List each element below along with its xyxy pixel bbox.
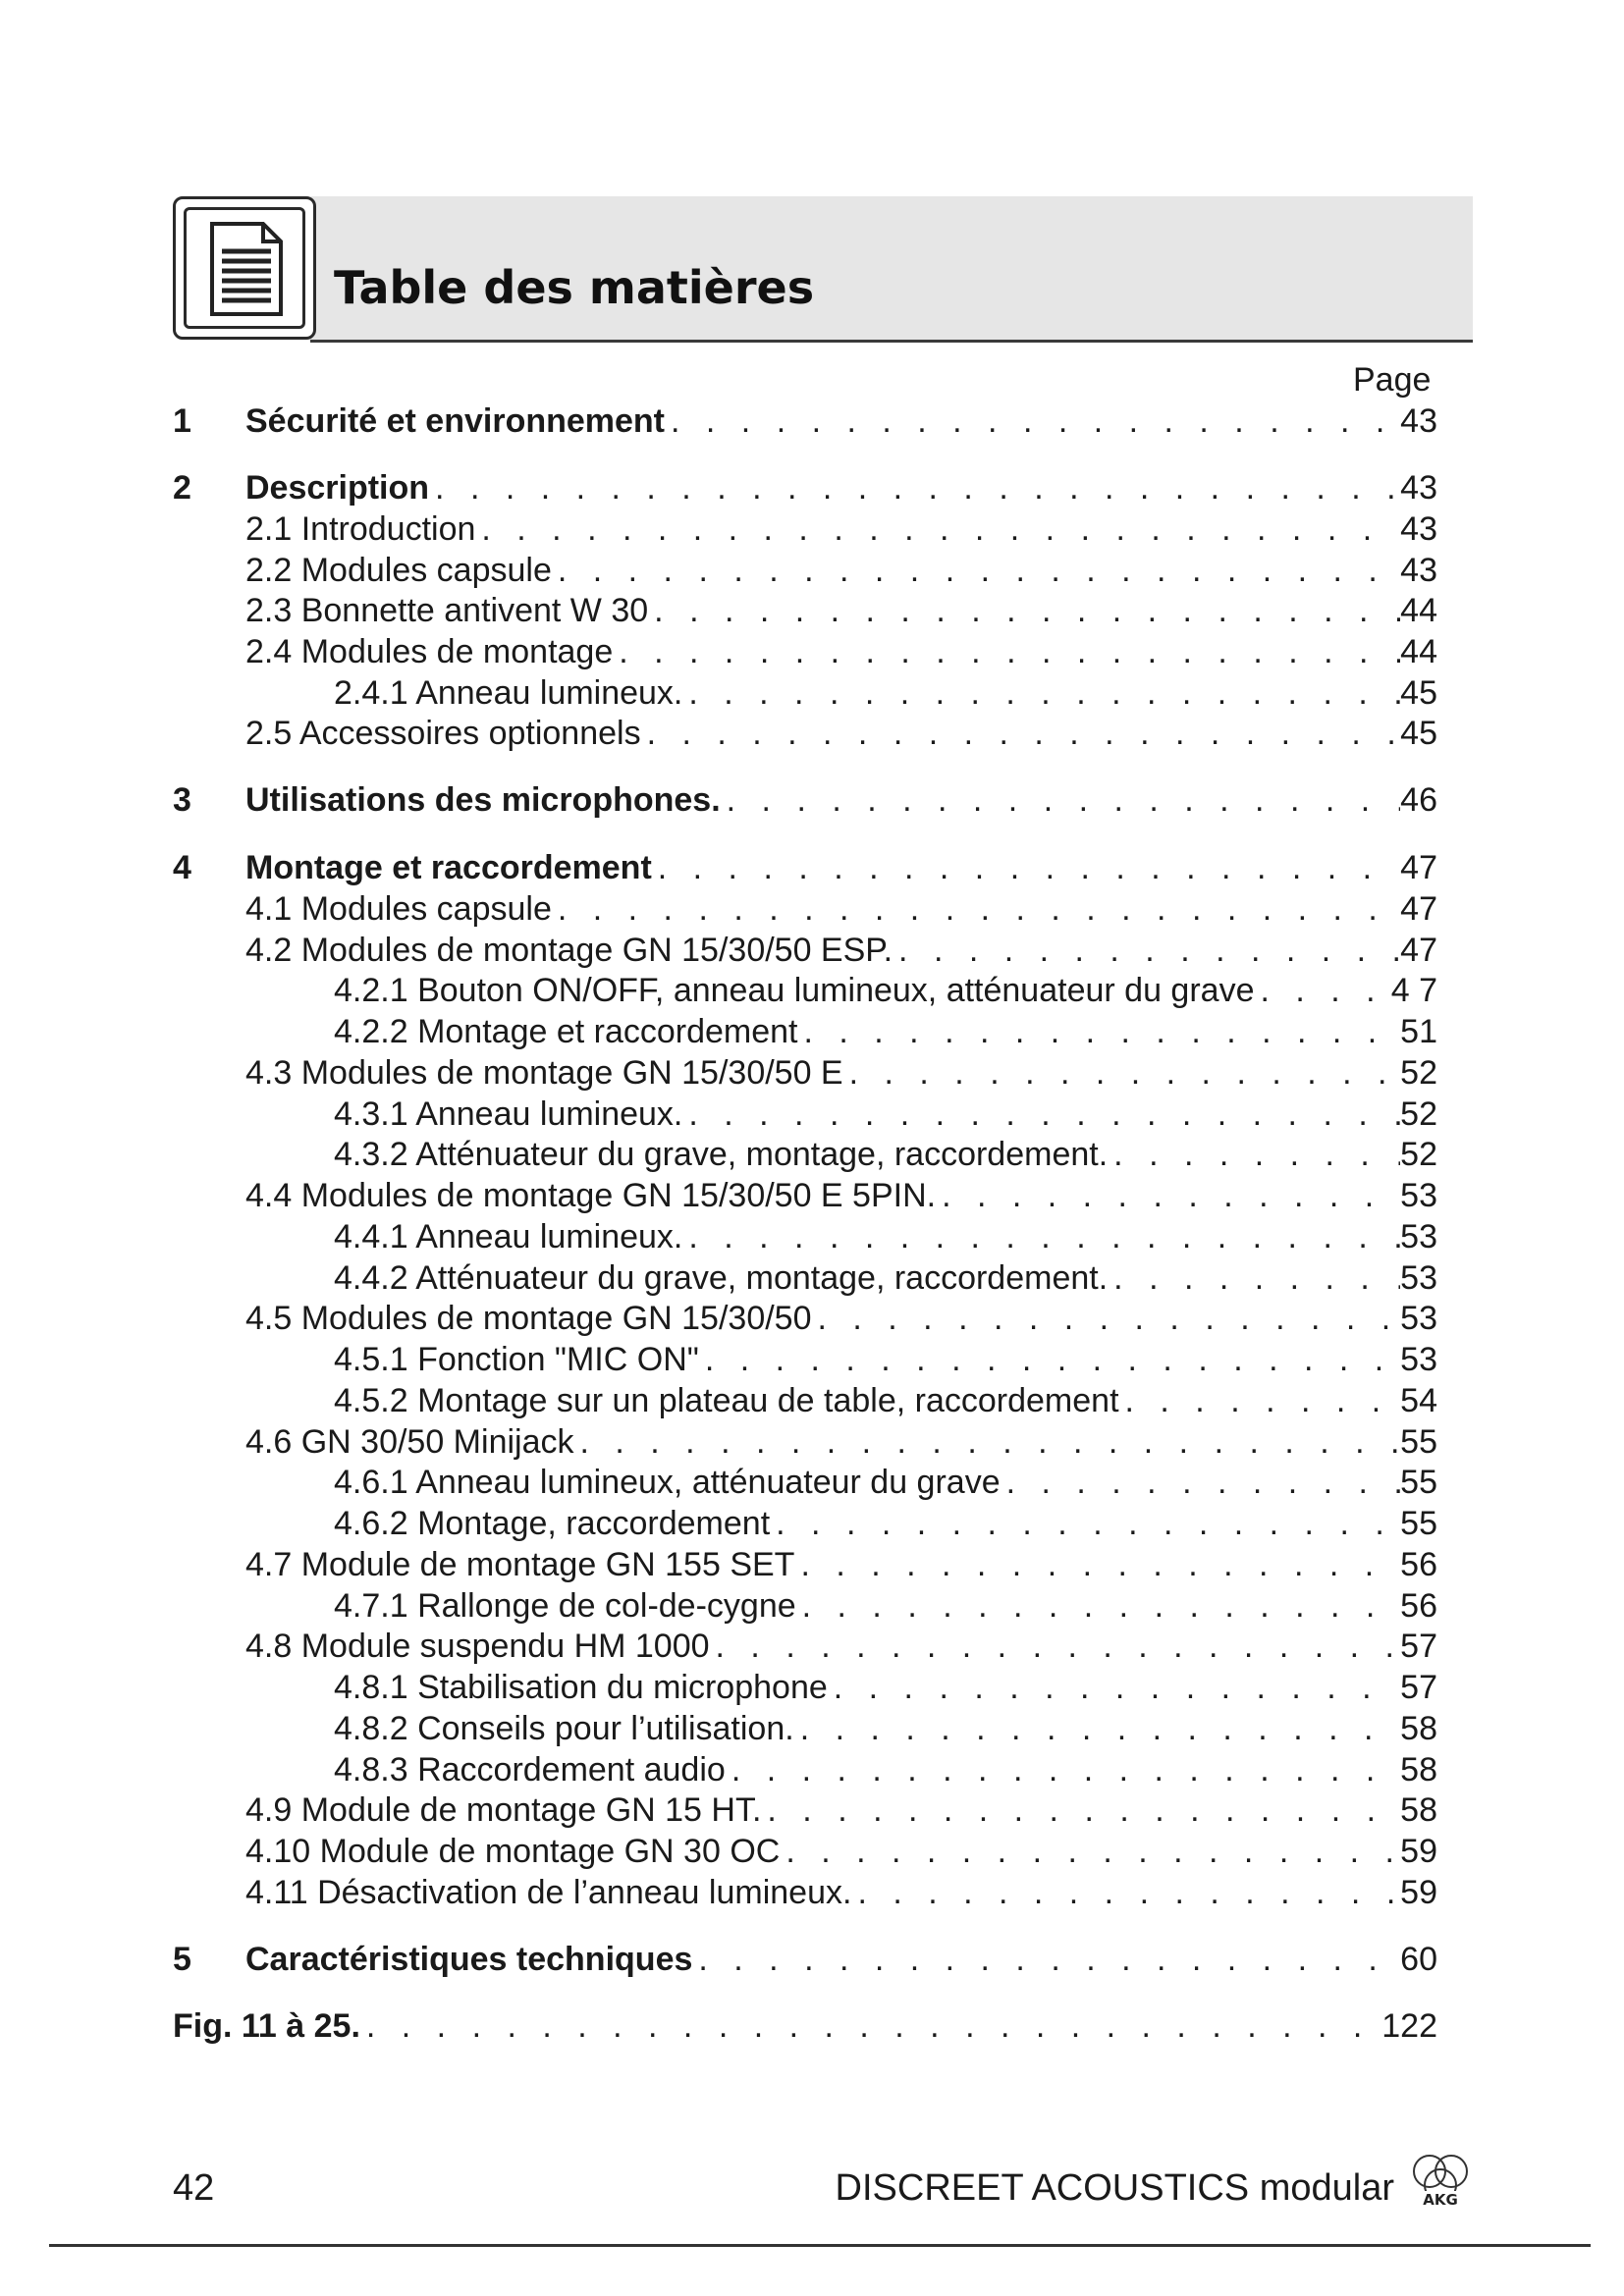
- toc-entry[interactable]: [334, 1669, 1437, 1708]
- toc-dot-leader: [481, 510, 1400, 549]
- toc-entry[interactable]: [245, 1300, 1437, 1339]
- toc-entry[interactable]: [334, 1464, 1437, 1503]
- toc-entry[interactable]: [245, 469, 1437, 508]
- toc-entry-title: 4.10 Module de montage GN 30 OC: [245, 1833, 781, 1870]
- toc-dot-leader: [849, 1054, 1401, 1093]
- toc-entry-page: 53: [1400, 1300, 1437, 1337]
- toc-dot-leader: [658, 849, 1400, 887]
- toc-entry-number: 5: [173, 1941, 191, 1978]
- toc-entry[interactable]: [245, 1054, 1437, 1094]
- toc-entry-page: 60: [1400, 1941, 1437, 1978]
- toc-entry[interactable]: [334, 1587, 1437, 1627]
- footer-brand: DISCREET ACOUSTICS modular: [835, 2167, 1394, 2209]
- toc-entry-number: 3: [173, 781, 191, 819]
- toc-entry[interactable]: [334, 1751, 1437, 1790]
- document-icon: [173, 196, 316, 340]
- toc-dot-leader: [654, 592, 1400, 630]
- toc-entry-title: Description: [245, 469, 430, 507]
- toc-entry-title: 2.2 Modules capsule: [245, 552, 552, 589]
- toc-entry-page: 59: [1400, 1874, 1437, 1911]
- toc-entry-page: 59: [1400, 1833, 1437, 1870]
- toc-entry-page: 53: [1400, 1177, 1437, 1214]
- toc-entry-page: 56: [1400, 1546, 1437, 1583]
- document-glyph-icon: [208, 220, 285, 318]
- toc-entry-title: 2.5 Accessoires optionnels: [245, 715, 641, 752]
- toc-entry-page: 47: [1400, 849, 1437, 886]
- toc-entry-page: 53: [1400, 1218, 1437, 1255]
- page-title: Table des matières: [334, 261, 815, 314]
- toc-entry-title: 4.5.1 Fonction "MIC ON": [334, 1341, 699, 1378]
- toc-dot-leader: [619, 633, 1400, 671]
- toc-dot-leader: [800, 1546, 1400, 1584]
- toc-entry-page: 53: [1400, 1259, 1437, 1297]
- toc-entry[interactable]: [334, 1218, 1437, 1257]
- toc-entry-title: 4.7 Module de montage GN 155 SET: [245, 1546, 795, 1583]
- toc-entry-page: 58: [1400, 1710, 1437, 1747]
- toc-entry-title: Utilisations des microphones.: [245, 781, 721, 819]
- toc-entry[interactable]: [334, 1710, 1437, 1749]
- toc-entry-title: 4.3 Modules de montage GN 15/30/50 E: [245, 1054, 843, 1092]
- toc-dot-leader: [698, 1941, 1400, 1979]
- toc-entry-title: 2.4 Modules de montage: [245, 633, 614, 670]
- toc-entry[interactable]: [245, 1791, 1437, 1831]
- toc-entry-page: 52: [1400, 1095, 1437, 1133]
- toc-entry[interactable]: [245, 1546, 1437, 1585]
- toc-entry-page: 43: [1400, 469, 1437, 507]
- toc-entry-page: 57: [1400, 1669, 1437, 1706]
- toc-dot-leader: [804, 1013, 1401, 1051]
- toc-dot-leader: [818, 1300, 1401, 1338]
- toc-entry[interactable]: [245, 1833, 1437, 1872]
- toc-entry-page: 47: [1400, 932, 1437, 969]
- toc-dot-leader: [727, 781, 1401, 820]
- toc-entry-title: 4.4 Modules de montage GN 15/30/50 E 5PIN.: [245, 1177, 937, 1214]
- akg-logo-icon: [1406, 2146, 1475, 2215]
- toc-entry-page: 45: [1400, 715, 1437, 752]
- toc-entry-title: 4.8.2 Conseils pour l’utilisation.: [334, 1710, 794, 1747]
- toc-entry-page: 52: [1400, 1054, 1437, 1092]
- toc-entry-page: 56: [1400, 1587, 1437, 1625]
- toc-entry-title: 4.8.1 Stabilisation du microphone: [334, 1669, 828, 1706]
- toc-dot-leader: [802, 1587, 1401, 1626]
- toc-entry[interactable]: [245, 510, 1437, 550]
- toc-dot-leader: [857, 1874, 1400, 1912]
- toc-entry-number: 1: [173, 402, 191, 440]
- toc-entry-title: 4.4.2 Atténuateur du grave, montage, raccordement.: [334, 1259, 1109, 1297]
- toc-entry[interactable]: [245, 849, 1437, 888]
- toc-dot-leader: [800, 1710, 1400, 1748]
- toc-entry[interactable]: [334, 1341, 1437, 1380]
- toc-entry[interactable]: [334, 1505, 1437, 1544]
- toc-entry[interactable]: [334, 1382, 1437, 1421]
- toc-entry-page: 57: [1400, 1628, 1437, 1665]
- toc-dot-leader: [558, 890, 1400, 929]
- toc-entry-page: 4 7: [1390, 972, 1437, 1009]
- toc-entry[interactable]: [245, 402, 1437, 442]
- toc-entry-title: 4.2.2 Montage et raccordement: [334, 1013, 798, 1050]
- toc-dot-leader: [785, 1833, 1400, 1871]
- toc-dot-leader: [898, 932, 1400, 970]
- toc-dot-leader: [1113, 1259, 1400, 1298]
- toc-entry-title: 4.3.2 Atténuateur du grave, montage, raccordement.: [334, 1136, 1109, 1173]
- toc-entry-title: 4.9 Module de montage GN 15 HT.: [245, 1791, 762, 1829]
- toc-entry-title: 4.2 Modules de montage GN 15/30/50 ESP.: [245, 932, 893, 969]
- toc-entry[interactable]: [334, 972, 1437, 1011]
- toc-dot-leader: [767, 1791, 1400, 1830]
- toc-entry-title: 2.3 Bonnette antivent W 30: [245, 592, 649, 629]
- toc-entry[interactable]: [334, 1013, 1437, 1052]
- toc-entry[interactable]: [334, 1095, 1437, 1135]
- svg-text:AKG: AKG: [1423, 2191, 1458, 2209]
- toc-entry-title: 4.2.1 Bouton ON/OFF, anneau lumineux, atténuateur du grave: [334, 972, 1255, 1009]
- toc-entry-title: 4.8.3 Raccordement audio: [334, 1751, 726, 1789]
- toc-dot-leader: [435, 469, 1400, 507]
- toc-entry[interactable]: [245, 592, 1437, 631]
- toc-entry[interactable]: [245, 932, 1437, 971]
- toc-entry-title: 4.11 Désactivation de l’anneau lumineux.: [245, 1874, 852, 1911]
- toc-entry-title: Montage et raccordement: [245, 849, 652, 886]
- toc-entry[interactable]: [245, 1874, 1437, 1913]
- toc-entry[interactable]: [173, 2007, 1437, 2047]
- footer-page-number: 42: [173, 2167, 215, 2209]
- toc-entry-page: 55: [1400, 1505, 1437, 1542]
- toc-entry-title: 4.6 GN 30/50 Minijack: [245, 1423, 574, 1461]
- toc-entry-title: 2.4.1 Anneau lumineux.: [334, 674, 683, 712]
- toc-dot-leader: [705, 1341, 1400, 1379]
- toc-entry-page: 44: [1400, 633, 1437, 670]
- toc-dot-leader: [688, 674, 1400, 713]
- toc-entry-title: Caractéristiques techniques: [245, 1941, 693, 1978]
- toc-entry[interactable]: [334, 674, 1437, 714]
- toc-entry-title: 4.6.1 Anneau lumineux, atténuateur du grave: [334, 1464, 1001, 1501]
- toc-entry-title: 4.8 Module suspendu HM 1000: [245, 1628, 710, 1665]
- toc-dot-leader: [671, 402, 1400, 441]
- toc-entry-page: 43: [1400, 510, 1437, 548]
- toc-dot-leader: [834, 1669, 1400, 1707]
- toc-entry-page: 53: [1400, 1341, 1437, 1378]
- toc-entry-page: 52: [1400, 1136, 1437, 1173]
- toc-entry[interactable]: [245, 781, 1437, 821]
- toc-entry-page: 47: [1400, 890, 1437, 928]
- toc-dot-leader: [647, 715, 1401, 753]
- toc-entry-title: 4.3.1 Anneau lumineux.: [334, 1095, 683, 1133]
- toc-entry[interactable]: [245, 715, 1437, 754]
- toc-entry[interactable]: [334, 1259, 1437, 1299]
- toc-entry-title: 2.1 Introduction: [245, 510, 476, 548]
- toc-entry-title: 4.5.2 Montage sur un plateau de table, raccordement: [334, 1382, 1119, 1419]
- toc-entry[interactable]: [245, 552, 1437, 591]
- toc-entry[interactable]: [245, 890, 1437, 930]
- toc-dot-leader: [688, 1095, 1400, 1134]
- toc-entry-title: 4.1 Modules capsule: [245, 890, 552, 928]
- toc-entry-page: 55: [1400, 1464, 1437, 1501]
- toc-entry-page: 44: [1400, 592, 1437, 629]
- toc-entry-number: 2: [173, 469, 191, 507]
- toc-entry[interactable]: [334, 1136, 1437, 1175]
- toc-dot-leader: [1006, 1464, 1401, 1502]
- toc-dot-leader: [731, 1751, 1400, 1789]
- toc-dot-leader: [558, 552, 1400, 590]
- page-column-label: Page: [1353, 361, 1432, 399]
- toc-entry-page: 46: [1400, 781, 1437, 819]
- toc-entry-number: 4: [173, 849, 191, 886]
- toc-entry-title: 4.4.1 Anneau lumineux.: [334, 1218, 683, 1255]
- toc-dot-leader: [1113, 1136, 1400, 1174]
- toc-entry[interactable]: [245, 1628, 1437, 1667]
- toc-dot-leader: [776, 1505, 1400, 1543]
- toc-dot-leader: [716, 1628, 1401, 1666]
- toc-entry-title: Sécurité et environnement: [245, 402, 666, 440]
- toc-dot-leader: [1260, 972, 1390, 1010]
- toc-dot-leader: [580, 1423, 1401, 1462]
- toc-entry[interactable]: [245, 1941, 1437, 1980]
- toc-entry[interactable]: [245, 633, 1437, 672]
- toc-entry-page: 54: [1400, 1382, 1437, 1419]
- toc-entry[interactable]: [245, 1423, 1437, 1463]
- toc-entry-page: 45: [1400, 674, 1437, 712]
- footer-rule: [49, 2244, 1591, 2247]
- toc-entry-title: 4.6.2 Montage, raccordement: [334, 1505, 771, 1542]
- toc-dot-leader: [366, 2007, 1381, 2046]
- toc-entry-page: 55: [1400, 1423, 1437, 1461]
- toc-entry-page: 58: [1400, 1791, 1437, 1829]
- toc-entry-title: 4.5 Modules de montage GN 15/30/50: [245, 1300, 812, 1337]
- toc-entry-title: 4.7.1 Rallonge de col-de-cygne: [334, 1587, 796, 1625]
- toc-header: [173, 196, 1473, 344]
- toc-entry[interactable]: [245, 1177, 1437, 1216]
- toc-entry-page: 43: [1400, 552, 1437, 589]
- toc-entry-title: Fig. 11 à 25.: [173, 2007, 360, 2045]
- toc-dot-leader: [688, 1218, 1400, 1256]
- toc-dot-leader: [942, 1177, 1400, 1215]
- toc-entry-page: 51: [1400, 1013, 1437, 1050]
- toc-entry-page: 58: [1400, 1751, 1437, 1789]
- toc-entry-page: 122: [1381, 2007, 1437, 2045]
- toc-dot-leader: [1125, 1382, 1401, 1420]
- toc-entry-page: 43: [1400, 402, 1437, 440]
